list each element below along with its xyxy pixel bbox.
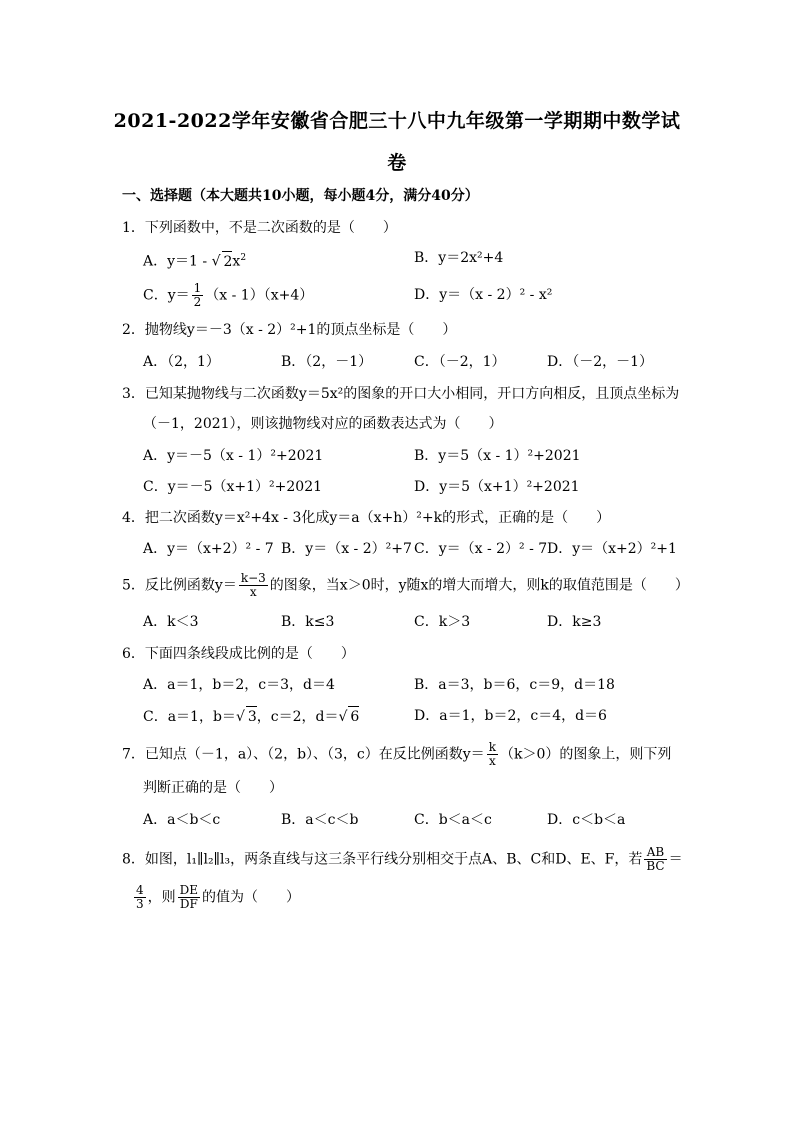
question-3-stem-line1: 3．已知某抛物线与二次函数y＝5x²的图象的开口大小相同，开口方向相反，且顶点坐标为 (122, 386, 680, 402)
question-3-option-a: A．y＝－5（x - 1）²+2021 (143, 448, 324, 464)
question-4-option-d: D．y＝（x+2）²+1 (547, 541, 677, 557)
question-6-option-a: A．a＝1，b＝2，c＝3，d＝4 (143, 677, 335, 693)
question-6-option-b: B．a＝3，b＝6，c＝9，d＝18 (414, 677, 615, 693)
question-7-option-a: A．a＜b＜c (143, 812, 221, 828)
question-4-stem: 4．把二次函数y＝x²+4x - 3化成y＝a（x+h）²+k的形式，正确的是（ ） (122, 510, 611, 526)
question-8-stem-line2: $\frac{4}{3}$ ，则 $\frac{DE}{DF}$ 的值为（ ） (136, 883, 301, 911)
question-4-option-c: C．y＝（x - 2）² - 7 (414, 541, 548, 557)
question-5-option-b: B．k≤3 (281, 614, 335, 630)
question-6-stem: 6．下面四条线段成比例的是（ ） (122, 646, 355, 662)
question-1-option-c: C．y＝ $\frac{1}{2}$ （x - 1）（x+4） (143, 281, 314, 309)
document-title-line2: 卷 (387, 152, 407, 174)
question-7-option-b: B．a＜c＜b (281, 812, 359, 828)
question-2-stem: 2．抛物线y＝－3（x - 2）²+1的顶点坐标是（ ） (122, 322, 457, 338)
question-3-option-d: D．y＝5（x+1）²+2021 (414, 479, 580, 495)
document-title-line1: 2021-2022学年安徽省合肥三十八中九年级第一学期期中数学试 (113, 110, 681, 132)
question-2-option-c: C．（－2，1） (414, 354, 506, 370)
question-7-option-d: D．c＜b＜a (547, 812, 626, 828)
question-8-stem-line1: 8．如图，l₁∥l₂∥l₃，两条直线与这三条平行线分别相交于点A、B、C和D、E、F，若 $\frac{AB}{BC}$ ＝ (122, 845, 683, 873)
question-2-option-b: B．（2，－1） (281, 354, 373, 370)
question-3-option-c: C．y＝－5（x+1）²+2021 (143, 479, 323, 495)
question-5-stem: 5．反比例函数y＝ $\frac{k-3}{x}$ 的图象，当x＞0时，y随x的增大而增大，则k的取值范围是（ ） (122, 571, 689, 599)
question-5-option-c: C．k＞3 (414, 614, 471, 630)
question-3-stem-line2: （－1，2021），则该抛物线对应的函数表达式为（ ） (143, 416, 503, 432)
question-7-stem-line1: 7．已知点（－1，a）、（2，b）、（3，c）在反比例函数y＝ $\frac{k}{x}$ （k＞0）的图象上，则下列 (122, 740, 672, 768)
question-3-option-b: B．y＝5（x - 1）²+2021 (414, 448, 581, 464)
question-1-stem: 1．下列函数中，不是二次函数的是（ ） (122, 220, 397, 236)
question-1-option-a: A．y＝1 - √ $2x^2$ (143, 248, 246, 272)
question-1-option-d: D．y＝（x - 2）² - x² (414, 287, 553, 303)
question-6-option-c: C．a＝1，b＝√ 3，c＝2，d＝√ 6 (143, 706, 359, 727)
question-2-option-a: A．（2，1） (143, 354, 220, 370)
question-1-option-b: B．y＝2x²+4 (414, 250, 504, 266)
question-7-stem-line2: 判断正确的是（ ） (143, 780, 283, 796)
question-7-option-c: C．b＜a＜c (414, 812, 492, 828)
question-4-option-b: B．y＝（x - 2）²+7 (281, 541, 412, 557)
question-4-option-a: A．y＝（x+2）² - 7 (143, 541, 274, 557)
question-5-option-d: D．k≥3 (547, 614, 602, 630)
question-5-option-a: A．k＜3 (143, 614, 199, 630)
section-heading: 一、选择题（本大题共10小题，每小题4分，满分40分） (122, 188, 479, 204)
question-6-option-d: D．a＝1，b＝2，c＝4，d＝6 (414, 708, 607, 724)
question-2-option-d: D．（－2，－1） (547, 354, 654, 370)
